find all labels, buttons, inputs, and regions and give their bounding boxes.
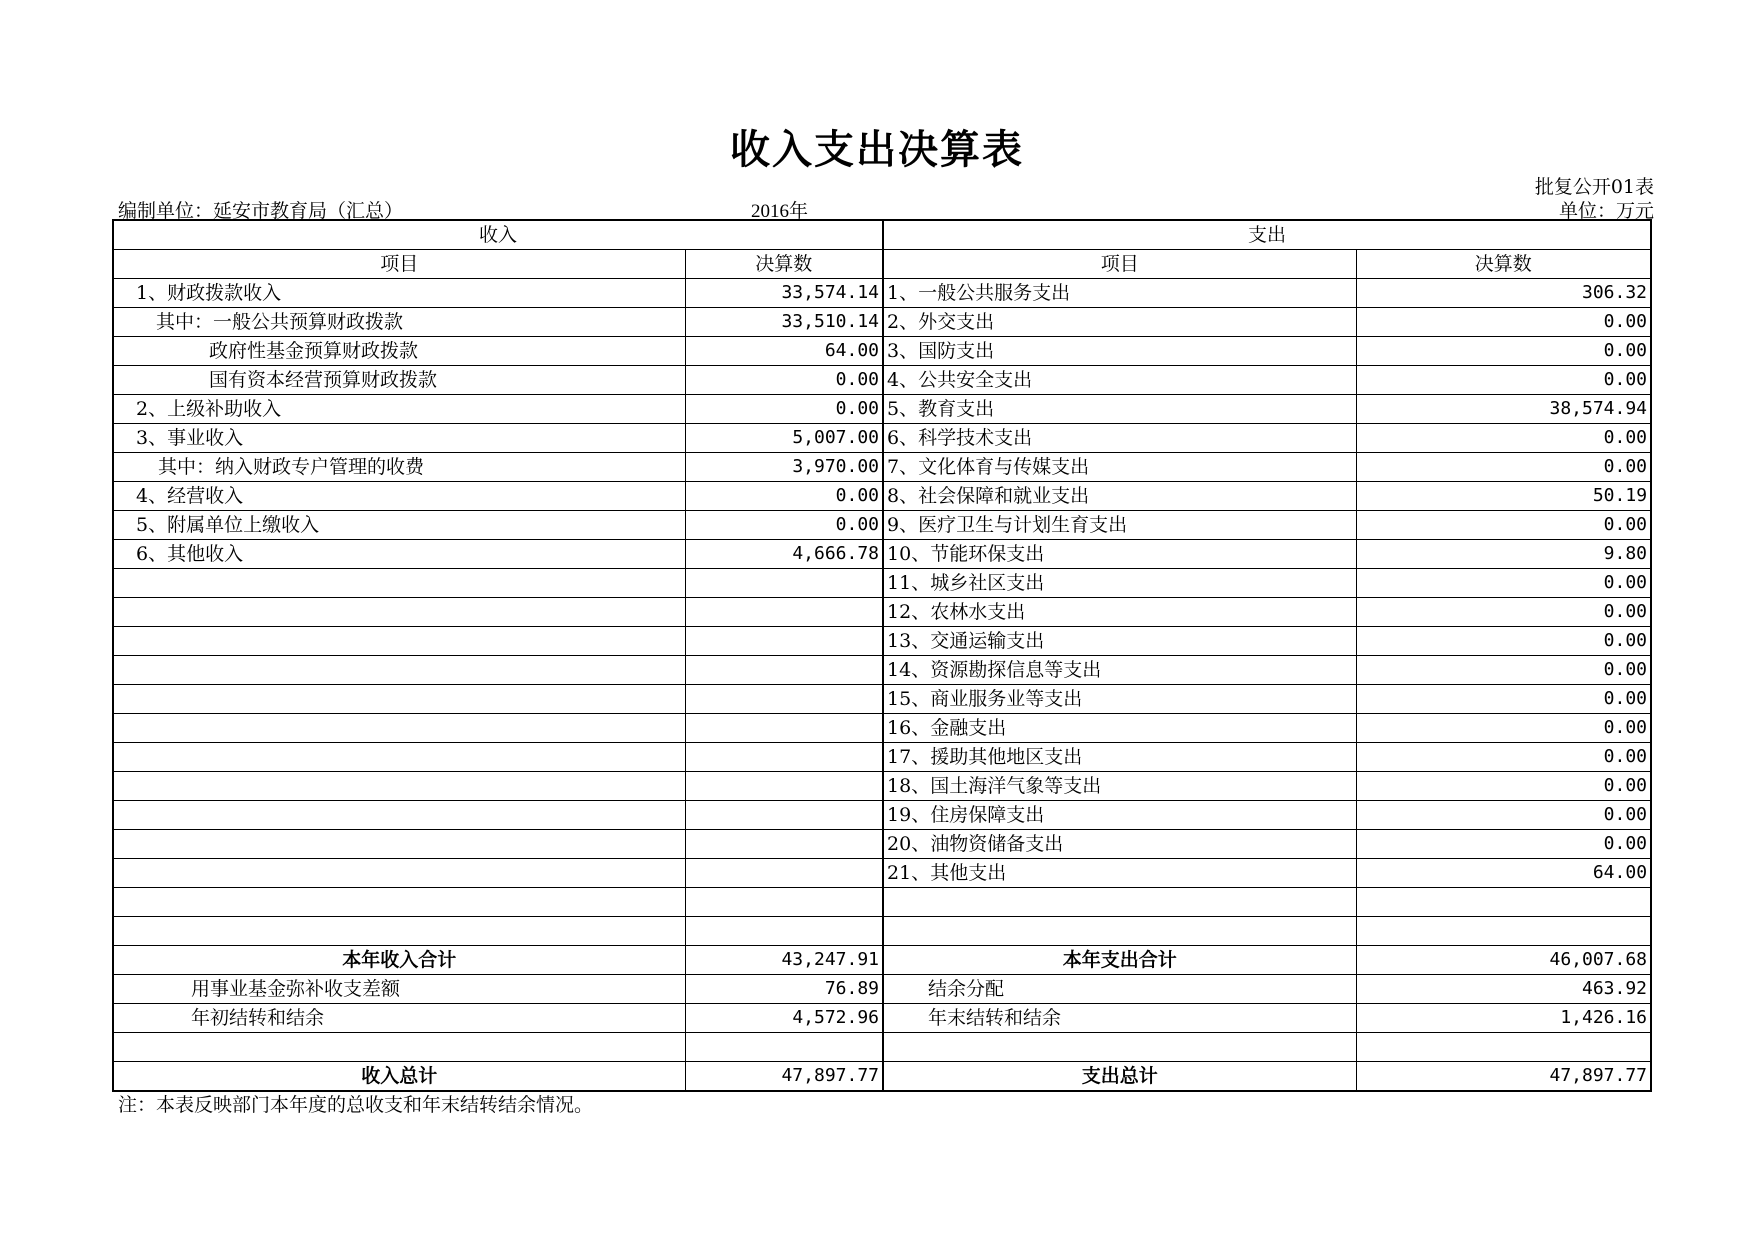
expense-label: 20、油物资储备支出 [883,830,1356,859]
income-label: 5、附属单位上缴收入 [113,511,685,540]
empty-cell [685,627,883,656]
table-row [113,830,1651,859]
income-year-total-label: 本年收入合计 [113,946,685,975]
begin-carry-value: 4,572.96 [685,1004,883,1033]
income-value: 33,510.14 [685,308,883,337]
empty-cell [1356,888,1651,917]
income-label: 其中：一般公共预算财政拨款 [113,308,685,337]
expense-value: 0.00 [1356,569,1651,598]
expense-label: 11、城乡社区支出 [883,569,1356,598]
income-value: 64.00 [685,337,883,366]
expense-value: 9.80 [1356,540,1651,569]
surplus-distribution-value: 463.92 [1356,975,1651,1004]
empty-cell [113,743,685,772]
income-label: 2、上级补助收入 [113,395,685,424]
table-row [113,975,1651,1004]
empty-cell [113,917,685,946]
expense-value: 50.19 [1356,482,1651,511]
expense-label: 2、外交支出 [883,308,1356,337]
surplus-distribution-label: 结余分配 [883,975,1356,1004]
empty-cell [113,714,685,743]
table-row [113,395,1651,424]
empty-cell [113,801,685,830]
income-value: 3,970.00 [685,453,883,482]
expense-value: 64.00 [1356,859,1651,888]
empty-cell [113,627,685,656]
expense-value: 306.32 [1356,279,1651,308]
currency-unit: 单位：万元 [1558,200,1654,222]
expense-value: 0.00 [1356,424,1651,453]
expense-amount-header: 决算数 [1356,250,1651,279]
income-label: 4、经营收入 [113,482,685,511]
page-title: 收入支出决算表 [730,127,1024,173]
table-row [113,598,1651,627]
table-row [113,424,1651,453]
empty-cell [685,888,883,917]
empty-cell [113,1033,685,1062]
empty-cell [883,888,1356,917]
report-year: 2016年 [751,201,809,222]
expense-label: 6、科学技术支出 [883,424,1356,453]
expense-value: 0.00 [1356,453,1651,482]
income-amount-header: 决算数 [685,250,883,279]
empty-cell [685,598,883,627]
income-section-header: 收入 [113,220,883,250]
expense-value: 0.00 [1356,714,1651,743]
expense-label: 18、国土海洋气象等支出 [883,772,1356,801]
empty-cell [685,656,883,685]
expense-value: 0.00 [1356,598,1651,627]
empty-cell [113,569,685,598]
empty-cell [883,917,1356,946]
income-grand-total-label: 收入总计 [113,1062,685,1092]
table-row [113,743,1651,772]
empty-cell [113,859,685,888]
table-row [113,337,1651,366]
expense-label: 17、援助其他地区支出 [883,743,1356,772]
empty-cell [113,888,685,917]
empty-cell [113,830,685,859]
income-value: 4,666.78 [685,540,883,569]
income-expense-table [112,219,1652,1092]
income-value: 0.00 [685,395,883,424]
expense-value: 0.00 [1356,511,1651,540]
income-value: 0.00 [685,511,883,540]
empty-cell [685,830,883,859]
expense-label: 14、资源勘探信息等支出 [883,656,1356,685]
empty-cell [1356,1033,1651,1062]
table-row [113,714,1651,743]
expense-label: 21、其他支出 [883,859,1356,888]
end-carry-value: 1,426.16 [1356,1004,1651,1033]
expense-label: 7、文化体育与传媒支出 [883,453,1356,482]
compiling-unit: 编制单位：延安市教育局（汇总） [118,200,404,222]
table-row [113,946,1651,975]
expense-value: 38,574.94 [1356,395,1651,424]
expense-value: 0.00 [1356,801,1651,830]
table-row [113,685,1651,714]
expense-year-total-label: 本年支出合计 [883,946,1356,975]
table-row [113,569,1651,598]
expense-label: 5、教育支出 [883,395,1356,424]
expense-grand-total-label: 支出总计 [883,1062,1356,1092]
expense-label: 15、商业服务业等支出 [883,685,1356,714]
table-row [113,366,1651,395]
expense-label: 12、农林水支出 [883,598,1356,627]
empty-cell [883,1033,1356,1062]
empty-cell [685,1033,883,1062]
table-row [113,1004,1651,1033]
expense-label: 8、社会保障和就业支出 [883,482,1356,511]
income-label: 6、其他收入 [113,540,685,569]
table-row [113,540,1651,569]
begin-carry-label: 年初结转和结余 [113,1004,685,1033]
expense-grand-total-value: 47,897.77 [1356,1062,1651,1092]
empty-cell [685,859,883,888]
expense-value: 0.00 [1356,743,1651,772]
table-row [113,453,1651,482]
empty-cell [685,714,883,743]
empty-cell [1356,917,1651,946]
fund-fill-value: 76.89 [685,975,883,1004]
empty-cell [113,685,685,714]
income-year-total-value: 43,247.91 [685,946,883,975]
income-value: 33,574.14 [685,279,883,308]
income-value: 0.00 [685,482,883,511]
table-row [113,917,1651,946]
end-carry-label: 年末结转和结余 [883,1004,1356,1033]
table-row [113,627,1651,656]
expense-value: 0.00 [1356,308,1651,337]
expense-section-header: 支出 [883,220,1651,250]
expense-label: 9、医疗卫生与计划生育支出 [883,511,1356,540]
table-row [113,1062,1651,1092]
empty-cell [113,656,685,685]
table-row [113,801,1651,830]
fund-fill-label: 用事业基金弥补收支差额 [113,975,685,1004]
empty-cell [113,598,685,627]
form-code: 批复公开01表 [1534,176,1654,198]
income-label: 国有资本经营预算财政拨款 [113,366,685,395]
table-row [113,888,1651,917]
empty-cell [685,685,883,714]
expense-label: 3、国防支出 [883,337,1356,366]
income-value: 5,007.00 [685,424,883,453]
empty-cell [685,569,883,598]
empty-cell [685,917,883,946]
empty-cell [685,801,883,830]
expense-value: 0.00 [1356,656,1651,685]
income-label: 政府性基金预算财政拨款 [113,337,685,366]
footnote: 注：本表反映部门本年度的总收支和年末结转结余情况。 [118,1094,594,1116]
table-row [113,1033,1651,1062]
expense-label: 19、住房保障支出 [883,801,1356,830]
expense-label: 13、交通运输支出 [883,627,1356,656]
expense-label: 1、一般公共服务支出 [883,279,1356,308]
expense-value: 0.00 [1356,627,1651,656]
expense-label: 4、公共安全支出 [883,366,1356,395]
income-label: 其中：纳入财政专户管理的收费 [113,453,685,482]
income-label: 3、事业收入 [113,424,685,453]
expense-value: 0.00 [1356,366,1651,395]
table-row [113,279,1651,308]
expense-year-total-value: 46,007.68 [1356,946,1651,975]
table-row [113,511,1651,540]
income-value: 0.00 [685,366,883,395]
income-grand-total-value: 47,897.77 [685,1062,883,1092]
income-item-header: 项目 [113,250,685,279]
table-row [113,859,1651,888]
table-row [113,772,1651,801]
table-row [113,482,1651,511]
expense-item-header: 项目 [883,250,1356,279]
expense-value: 0.00 [1356,830,1651,859]
expense-label: 16、金融支出 [883,714,1356,743]
empty-cell [685,743,883,772]
empty-cell [113,772,685,801]
expense-value: 0.00 [1356,772,1651,801]
table-row [113,656,1651,685]
table-row [113,308,1651,337]
empty-cell [685,772,883,801]
expense-label: 10、节能环保支出 [883,540,1356,569]
expense-value: 0.00 [1356,337,1651,366]
expense-value: 0.00 [1356,685,1651,714]
income-label: 1、财政拨款收入 [113,279,685,308]
